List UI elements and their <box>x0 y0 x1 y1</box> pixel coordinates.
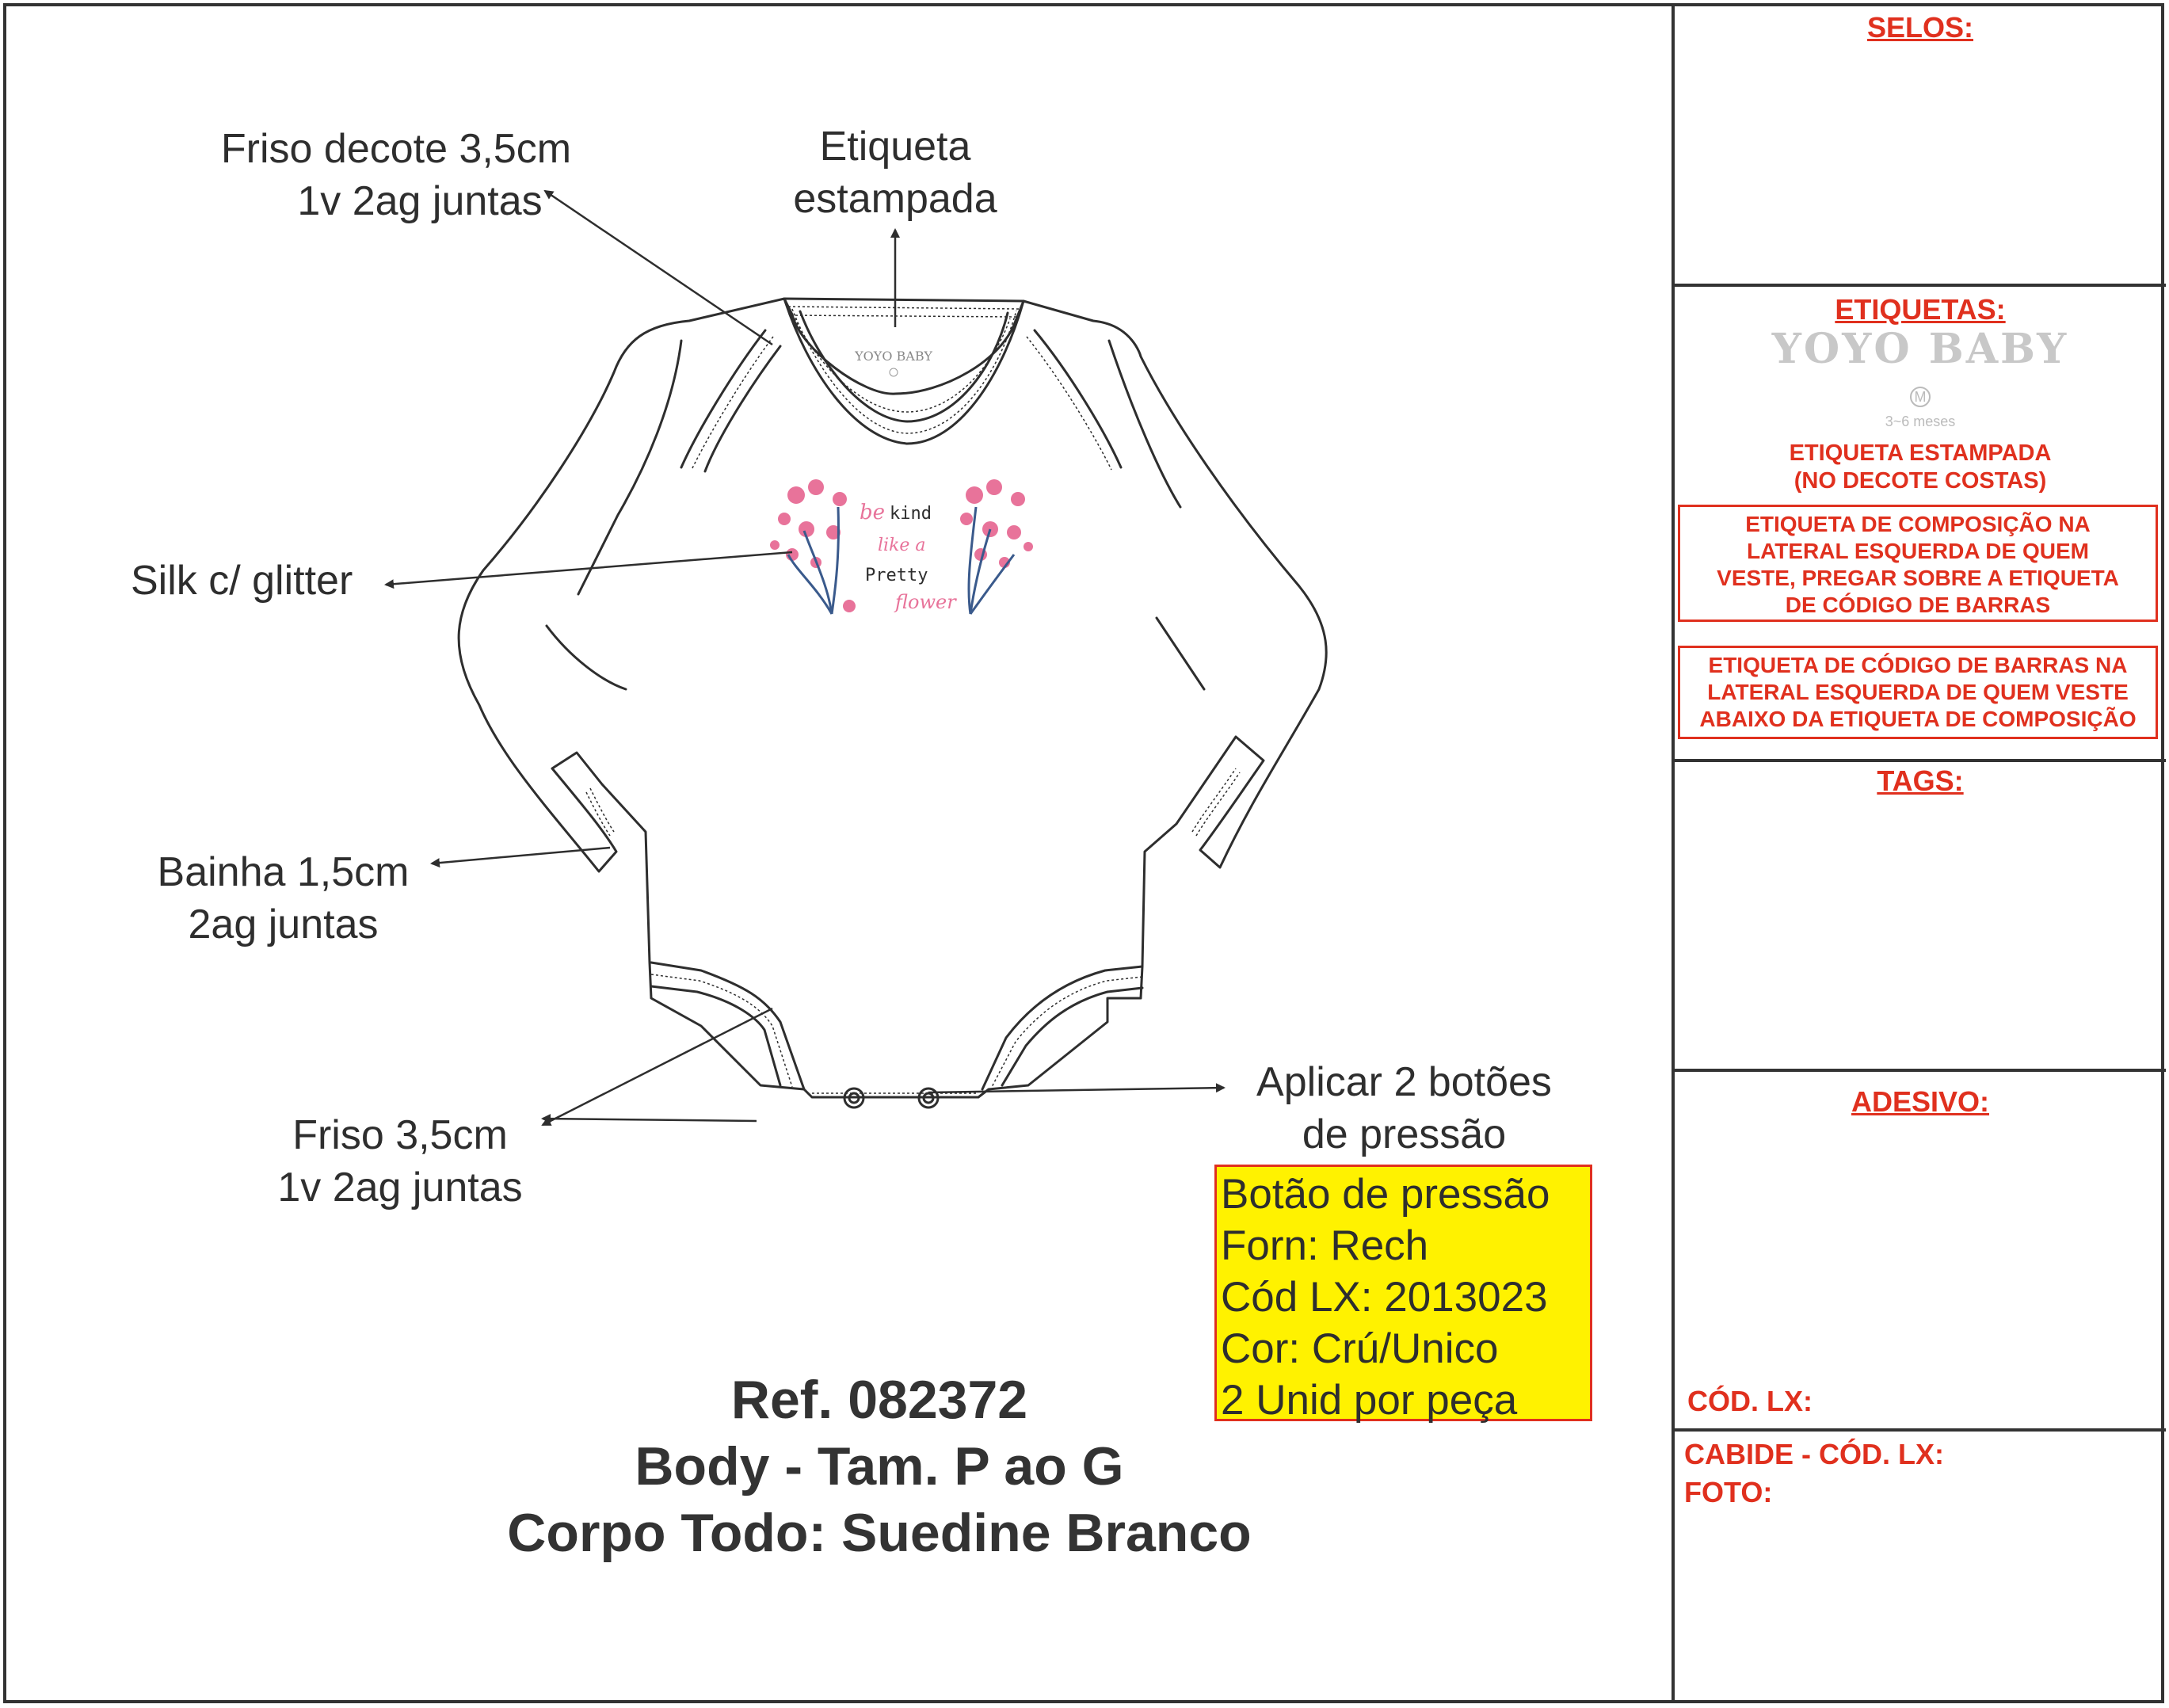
callout-friso-decote-line1: Friso decote 3,5cm <box>220 126 572 172</box>
sidebar-divider-4 <box>1672 1428 2166 1432</box>
reference-fabric: Corpo Todo: Suedine Branco <box>507 1503 1252 1563</box>
callout-silk <box>131 555 384 607</box>
sidebar-cod-lx-label: CÓD. LX: <box>1687 1385 1813 1417</box>
sidebar-etiqueta-estampada-line1: ETIQUETA ESTAMPADA <box>1789 440 2052 466</box>
sidebar-brand-size <box>1675 387 2166 407</box>
sidebar-composicao-line2: LATERAL ESQUERDA DE QUEM <box>1747 539 2089 563</box>
size-circle-icon: M <box>1910 387 1931 407</box>
print-flowers-left <box>770 479 856 612</box>
sidebar-codigo-barras-line3: ABAIXO DA ETIQUETA DE COMPOSIÇÃO <box>1699 707 2137 731</box>
print-text-pretty: Pretty <box>865 566 928 585</box>
callout-bainha-line1: Bainha 1,5cm <box>157 849 410 895</box>
callout-etiqueta-line1: Etiqueta <box>819 124 971 170</box>
button-spec-line-4: Cor: Crú/Unico <box>1221 1325 1499 1372</box>
sidebar-foto-label: FOTO: <box>1684 1476 1773 1508</box>
reference-product: Body - Tam. P ao G <box>635 1436 1124 1496</box>
callout-etiqueta-estampada <box>749 120 1042 225</box>
callout-friso <box>246 1109 555 1214</box>
callout-bainha-line2: 2ag juntas <box>188 902 379 947</box>
button-spec-line-5: 2 Unid por peça <box>1221 1377 1518 1424</box>
print-text-flower: flower <box>895 591 956 613</box>
sidebar-etiqueta-estampada-line2: (NO DECOTE COSTAS) <box>1794 468 2047 494</box>
silk-print-graphic <box>770 479 1033 614</box>
reference-block <box>444 1367 1315 1566</box>
sidebar-composicao-line4: DE CÓDIGO DE BARRAS <box>1785 593 2051 617</box>
sidebar-selos-title: SELOS: <box>1866 11 1973 44</box>
callout-aplicar-botoes <box>1224 1056 1584 1161</box>
sidebar-composicao-line1: ETIQUETA DE COMPOSIÇÃO NA <box>1745 512 2091 536</box>
callout-aplicar-line2: de pressão <box>1302 1111 1507 1157</box>
sidebar-codigo-barras-line2: LATERAL ESQUERDA DE QUEM VESTE <box>1707 680 2129 704</box>
sidebar-adesivo-title: ADESIVO: <box>1851 1085 1990 1118</box>
button-spec-line-1: Botão de pressão <box>1221 1171 1550 1218</box>
sidebar-divider-3 <box>1672 1069 2166 1072</box>
sidebar-etiqueta-estampada <box>1675 440 2166 495</box>
sidebar-composicao-box <box>1678 505 2158 622</box>
callout-arrows <box>386 191 1224 1125</box>
button-spec-line-3: Cód LX: 2013023 <box>1221 1274 1548 1321</box>
print-text-kind: kind <box>890 504 932 524</box>
sidebar-etiquetas-title: ETIQUETAS: <box>1835 293 2006 326</box>
sidebar-codigo-barras-line1: ETIQUETA DE CÓDIGO DE BARRAS NA <box>1708 653 2128 677</box>
callout-friso-line2: 1v 2ag juntas <box>277 1165 523 1210</box>
callout-silk-text: Silk c/ glitter <box>131 558 353 604</box>
reference-code: Ref. 082372 <box>730 1370 1028 1430</box>
button-spec-line-2: Forn: Rech <box>1221 1222 1429 1269</box>
sidebar-brand-label: YOYO BABY <box>1771 325 2069 373</box>
neck-label-brand: YOYO BABY <box>855 349 932 364</box>
sidebar-brand-months: 3~6 meses <box>1885 414 1956 429</box>
callout-friso-decote <box>198 123 594 227</box>
callout-etiqueta-line2: estampada <box>793 176 997 222</box>
sidebar-divider-2 <box>1672 759 2166 762</box>
sidebar-divider-1 <box>1672 284 2166 287</box>
sidebar-composicao-line3: VESTE, PREGAR SOBRE A ETIQUETA <box>1717 566 2119 590</box>
callout-friso-line1: Friso 3,5cm <box>292 1112 508 1158</box>
print-text-be: be <box>860 501 886 524</box>
callout-friso-decote-line2: 1v 2ag juntas <box>297 178 543 224</box>
callout-bainha <box>135 846 432 951</box>
sidebar-codigo-barras-box <box>1678 646 2158 739</box>
sidebar-divider <box>1672 3 1675 1703</box>
sidebar-tags-title: TAGS: <box>1877 764 1964 797</box>
print-text-like-a: like a <box>878 536 926 555</box>
neck-label-size-mark <box>890 368 898 376</box>
callout-aplicar-line1: Aplicar 2 botões <box>1256 1059 1552 1105</box>
garment-outline <box>459 299 1326 1108</box>
sidebar-cabide-label: CABIDE - CÓD. LX: <box>1684 1438 1944 1470</box>
